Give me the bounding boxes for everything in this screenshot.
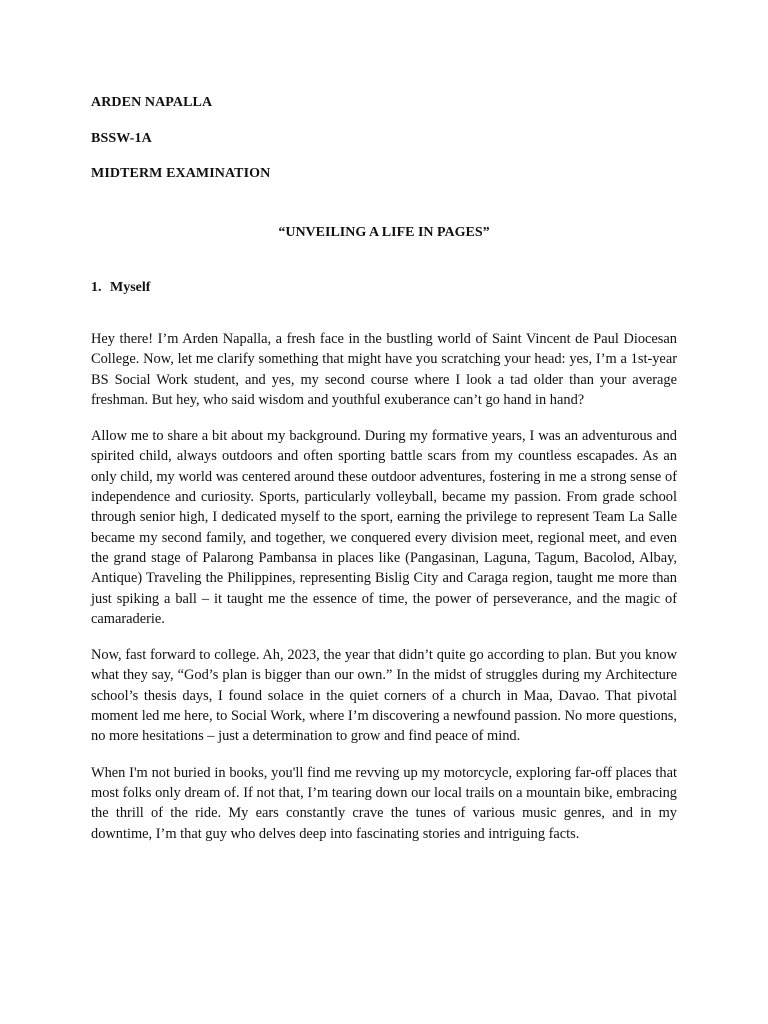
student-name: ARDEN NAPALLA [91, 95, 213, 110]
section-label: Myself [110, 280, 151, 295]
paragraph-hobbies: When I'm not buried in books, you'll find me revving up my motorcycle, exploring far-off places that most folks only dream of. If not that, I’m tearing down our local trails on a mountain bike, embracing the thrill of the ride. My ears constantly crave the tunes of various music genres, and in my downtime, I’m that guy who delves deep into fascinating stories and intriguing facts. [91, 764, 677, 842]
body-text [91, 329, 677, 860]
paragraph-background: Allow me to share a bit about my background. During my formative years, I was an adventurous and spirited child, always outdoors and often sporting battle scars from my countless escapades. As an only child, my world was centered around these outdoor adventures, fostering in me a strong sense of independence and curiosity. Sports, particularly volleyball, became my passion. From grade school through senior high, I dedicated myself to the sport, earning the privilege to represent Team La Salle became my second family, and together, we conquered every division meet, regional meet, and even the grand stage of Palarong Pambansa in places like (Pangasinan, Laguna, Tagum, Bacolod, Albay, Antique) Traveling the Philippines, representing Bislig City and Caraga region, taught me more than just spiking a ball – it taught me the essence of time, the power of perseverance, and the magic of camaraderie. [91, 428, 677, 627]
section-heading [91, 279, 150, 297]
document-title: “UNVEILING A LIFE IN PAGES” [278, 225, 490, 240]
exam-label: MIDTERM EXAMINATION [91, 166, 271, 181]
paragraph-college: Now, fast forward to college. Ah, 2023, the year that didn’t quite go according to plan. But you know what they say, “God’s plan is bigger than our own.” In the midst of struggles during my Architecture school’s thesis days, I found solace in the quiet corners of a church in Maa, Davao. That pivotal moment led me here, to Social Work, where I’m discovering a newfound passion. No more questions, no more hesitations – just a determination to grow and find peace of mind. [91, 647, 677, 745]
student-section: BSSW-1A [91, 131, 152, 146]
section-number: 1. [91, 280, 102, 295]
paragraph-intro: Hey there! I’m Arden Napalla, a fresh face in the bustling world of Saint Vincent de Paul Diocesan College. Now, let me clarify something that might have you scratching your head: yes, I’m a 1st-year BS Social Work student, and yes, my second course where I look a tad older than your average freshman. But hey, who said wisdom and youthful exuberance can’t go hand in hand? [91, 331, 677, 408]
